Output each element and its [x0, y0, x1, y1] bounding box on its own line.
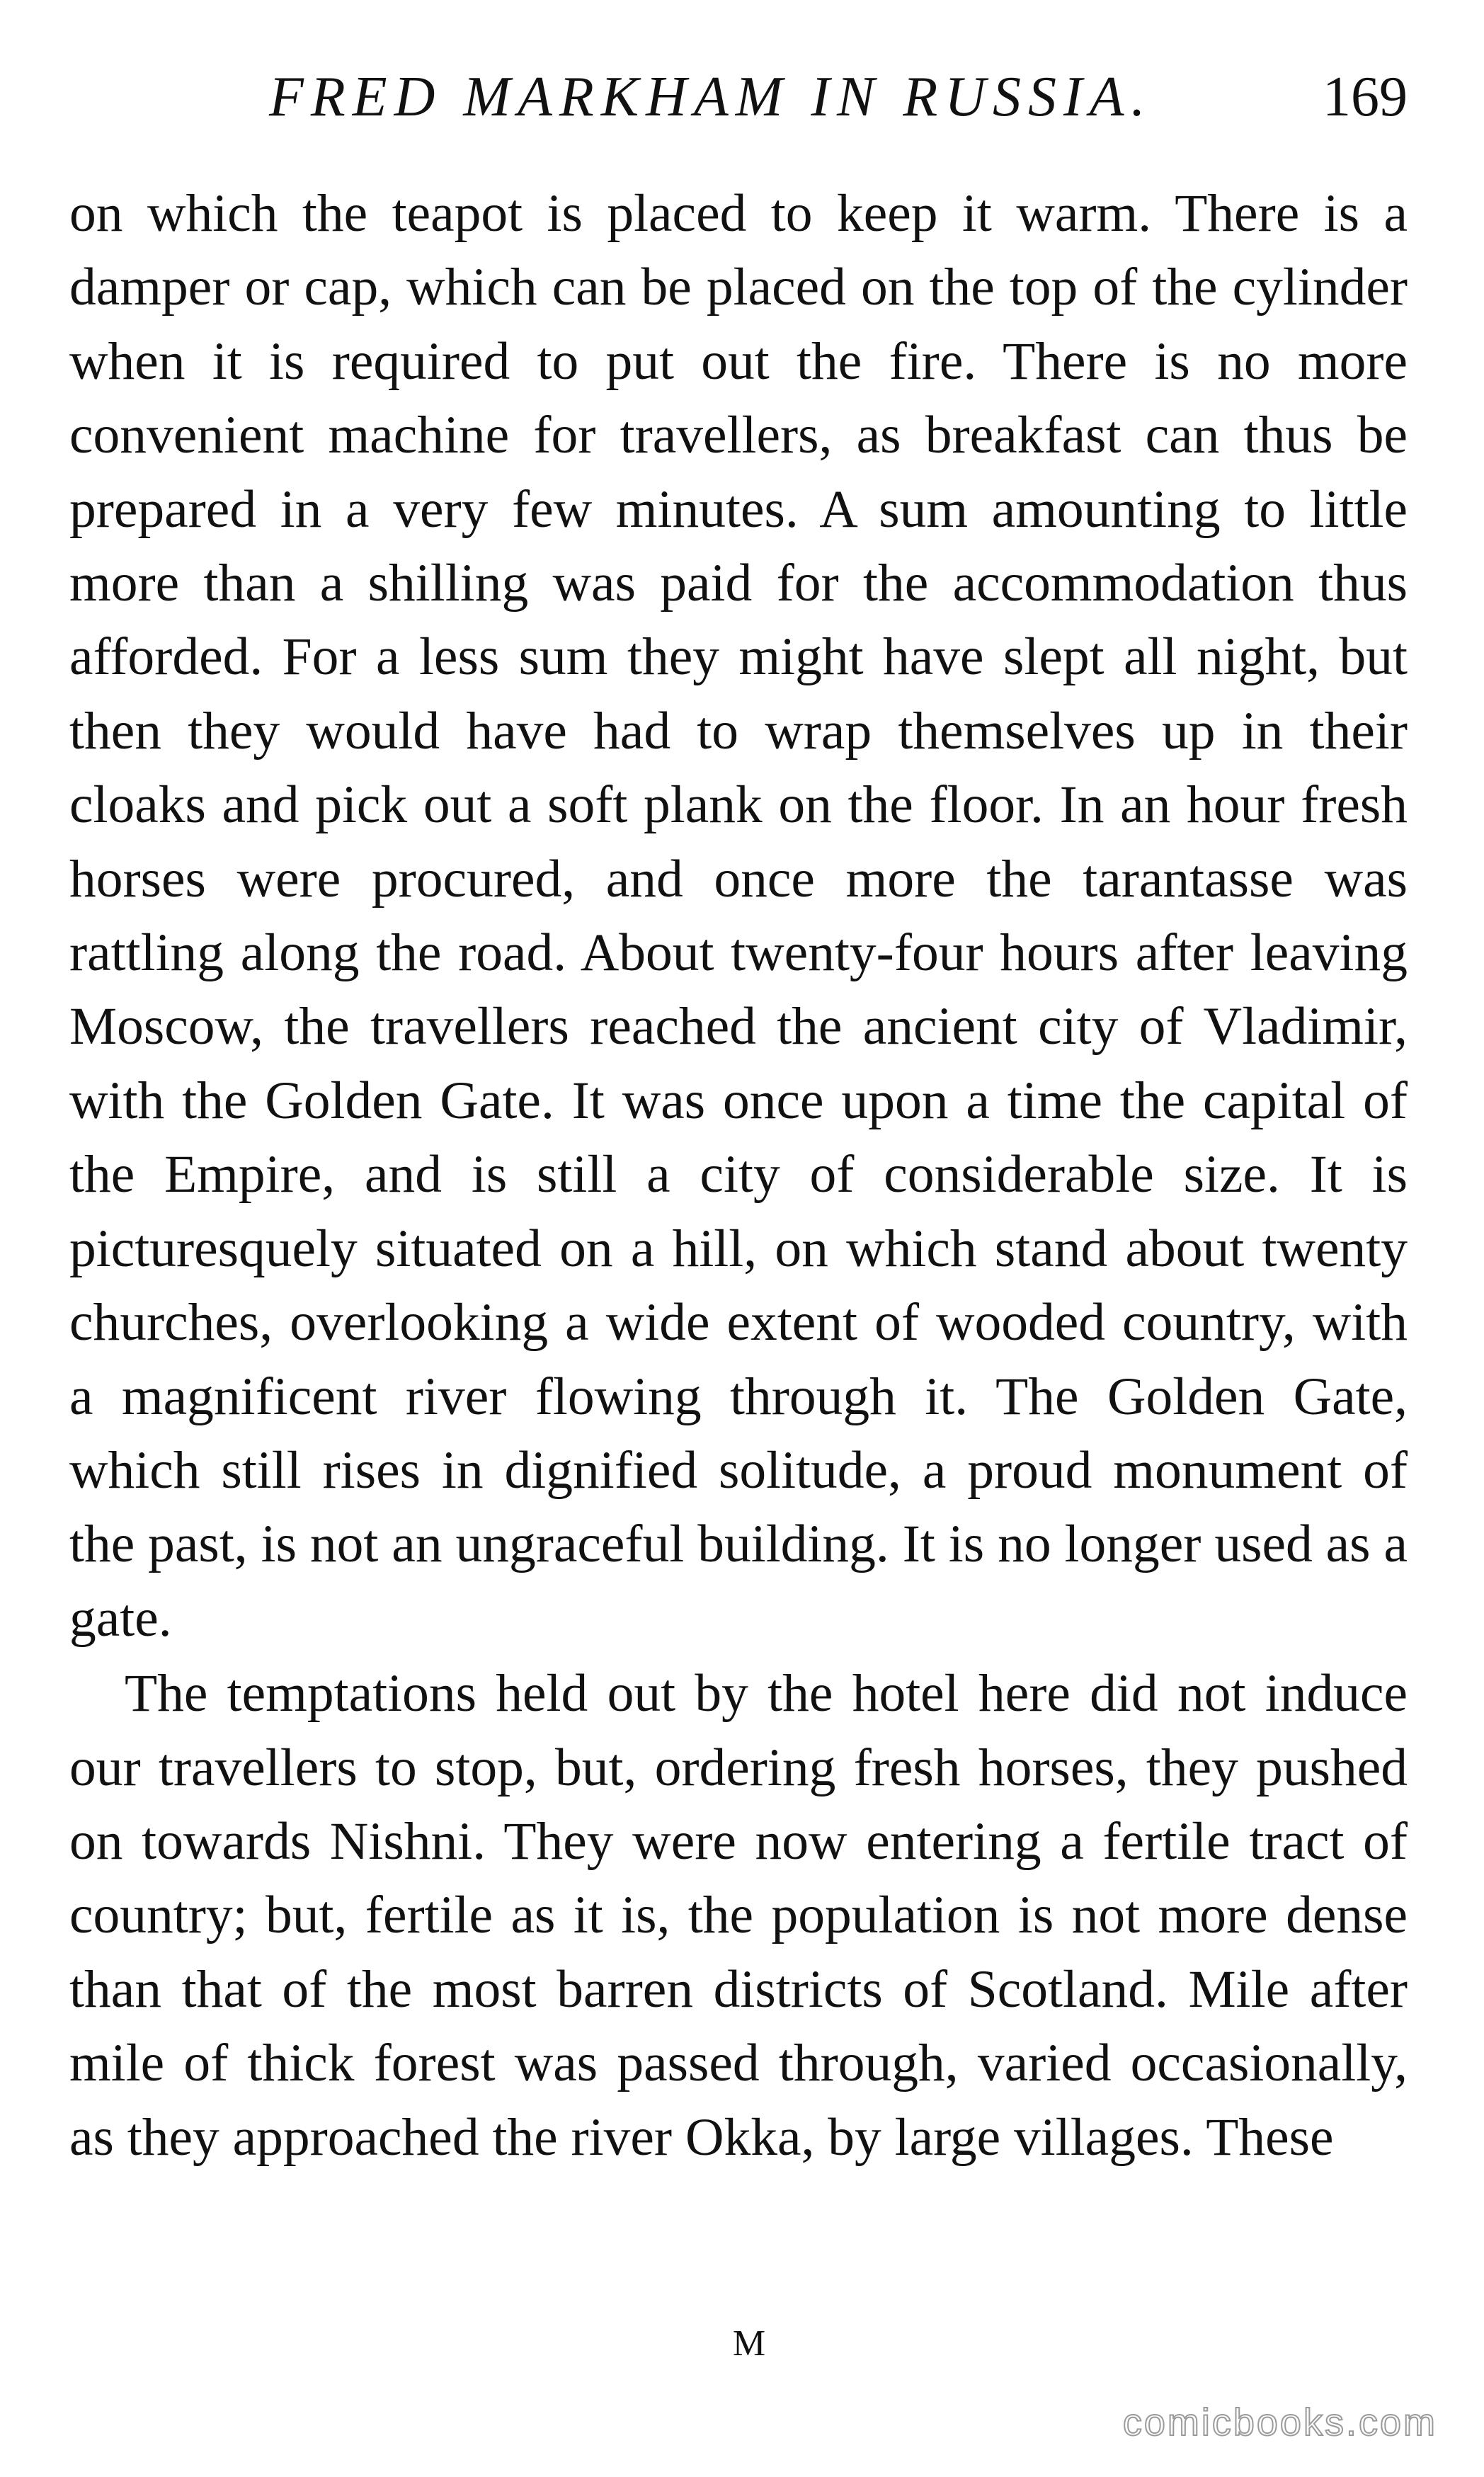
running-head — [0, 65, 1484, 143]
watermark-logo: comicbooks.com — [1122, 2401, 1437, 2444]
page-number: 169 — [1323, 66, 1408, 128]
signature-mark: M — [732, 2323, 766, 2364]
paragraph-continued: on which the teapot is placed to keep it warm. There is a damper or cap, which can be placed on the top of the cylinder when it is required to put out the fire. There is no more convenient machine for travellers, as breakfast can thus be prepared in a very few minutes. A sum amounting to little more than a shilling was paid for the accommodation thus afforded. For a less sum they might have slept all night, but then they would have had to wrap themselves up in their cloaks and pick out a soft plank on the floor. In an hour fresh horses were procured, and once more the tarantasse was rattling along the road. About twenty-four hours after leaving Moscow, the travellers reached the ancient city of Vladimir, with the Golden Gate. It was once upon a time the capital of the Empire, and is still a city of considerable size. It is picturesquely situated on a hill, on which stand about twenty churches, overlooking a wide extent of wooded country, with a magnificent river flowing through it. The Golden Gate, which still rises in dignified solitude, a proud monument of the past, is not an ungraceful building. It is no longer used as a gate. — [69, 184, 1408, 1648]
running-title: FRED MARKHAM IN RUSSIA. — [269, 66, 1153, 128]
body-text — [69, 177, 1408, 2175]
paragraph: The temptations held out by the hotel here did not induce our travellers to stop, but, ordering fresh horses, they pushed on towards Nishni. They were now entering a fertile tract of country; but, fertile as it is, the population is not more dense than that of the most barren districts of Scotland. Mile after mile of thick forest was passed through, varied occasionally, as they approached the river Okka, by large villages. These — [69, 1664, 1408, 2167]
